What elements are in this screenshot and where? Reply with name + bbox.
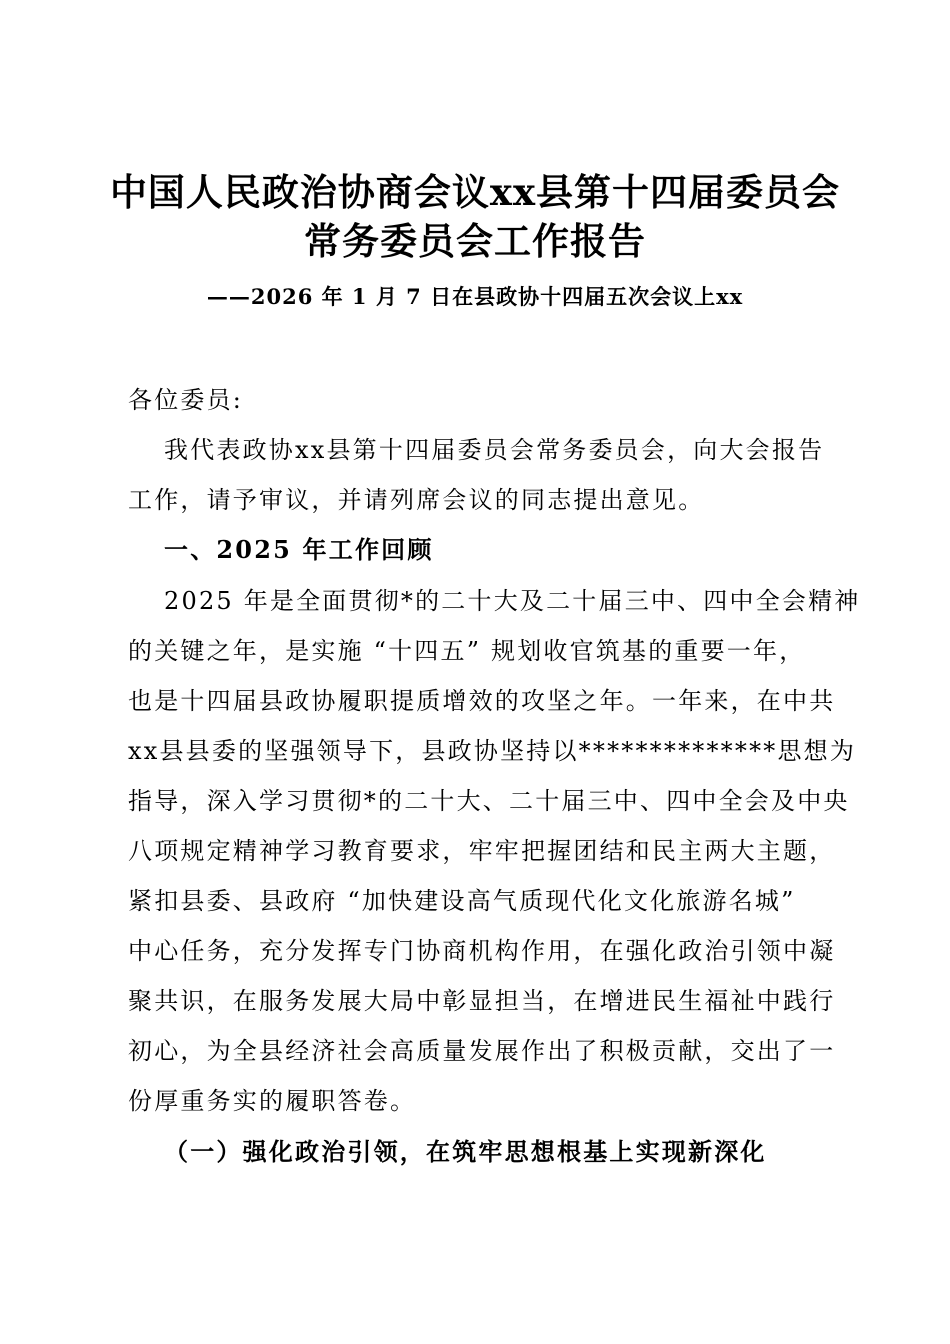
section-1-line-9: 聚共识，在服务发展大局中彰显担当，在增进民生福祉中践行	[128, 987, 836, 1015]
subsection-1-heading: （一）强化政治引领，在筑牢思想根基上实现新深化	[164, 1137, 767, 1166]
section-1-heading: 一、2025 年工作回顾	[164, 535, 434, 564]
section-1-line-5: 指导，深入学习贯彻*的二十大、二十届三中、四中全会及中央	[128, 787, 850, 815]
section-1-line-1: 2025 年是全面贯彻*的二十大及二十届三中、四中全会精神	[164, 587, 861, 615]
document-title-line-1: 中国人民政治协商会议xx县第十四届委员会	[109, 170, 841, 214]
document-title-line-2: 常务委员会工作报告	[304, 219, 646, 263]
salutation: 各位委员:	[128, 386, 244, 414]
section-1-line-4: xx县县委的坚强领导下，县政协坚持以**************思想为	[128, 737, 857, 765]
section-1-line-2: 的关键之年，是实施 “十四五” 规划收官筑基的重要一年，	[128, 637, 806, 665]
intro-line-1: 我代表政协xx县第十四届委员会常务委员会，向大会报告	[164, 436, 825, 464]
section-1-line-6: 八项规定精神学习教育要求，牢牢把握团结和民主两大主题，	[128, 837, 836, 865]
intro-line-2: 工作，请予审议，并请列席会议的同志提出意见。	[128, 486, 705, 514]
document-subtitle: ——2026 年 1 月 7 日在县政协十四届五次会议上xx	[206, 284, 744, 309]
section-1-line-10: 初心，为全县经济社会高质量发展作出了积极贡献，交出了一	[128, 1037, 836, 1065]
section-1-line-7: 紧扣县委、县政府 “加快建设高气质现代化文化旅游名城”	[128, 887, 796, 915]
section-1-line-8: 中心任务，充分发挥专门协商机构作用，在强化政治引领中凝	[128, 937, 836, 965]
section-1-line-3: 也是十四届县政协履职提质增效的攻坚之年。一年来，在中共	[128, 687, 836, 715]
section-1-line-11: 份厚重务实的履职答卷。	[128, 1087, 417, 1115]
